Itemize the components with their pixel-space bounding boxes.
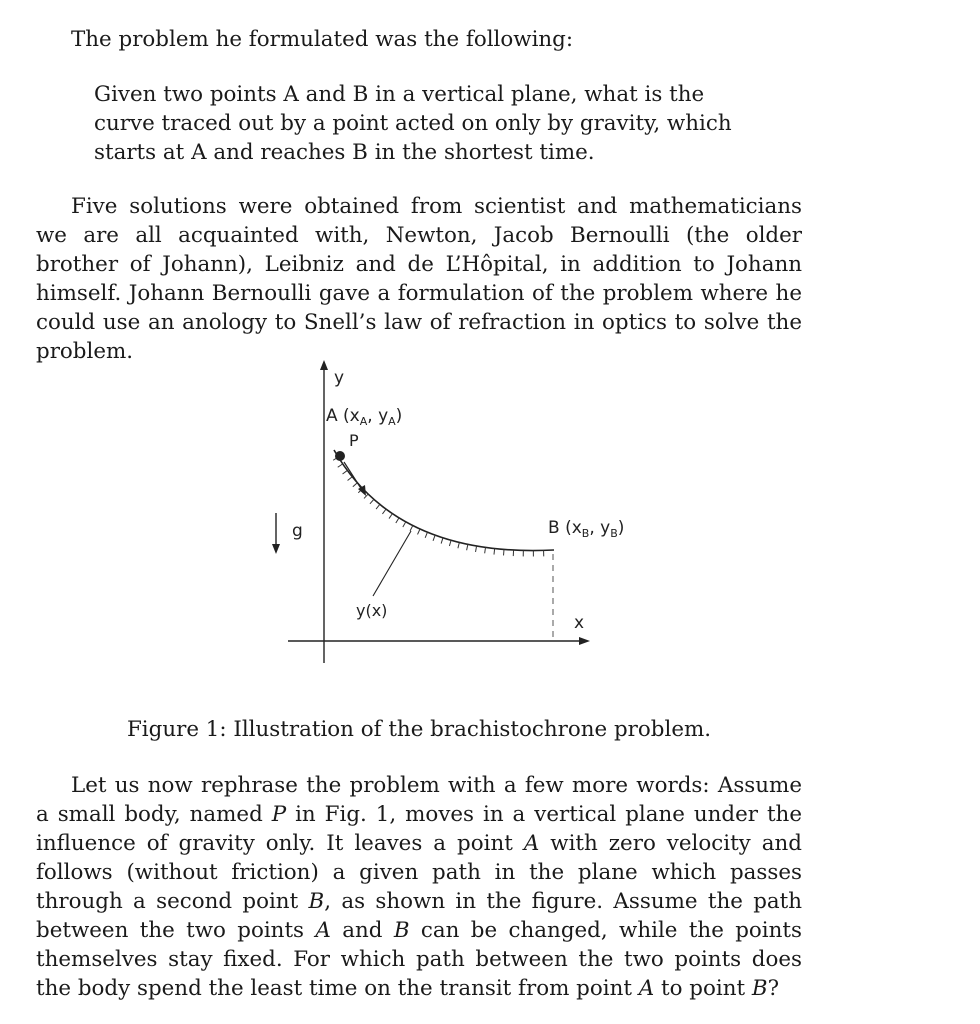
point-b-label: B ($x_B$, $y_B$) <box>548 518 625 540</box>
hatch-mark <box>396 518 399 523</box>
x-axis-label: x <box>574 613 585 633</box>
gravity-label: g <box>292 521 303 541</box>
hatch-mark <box>467 544 468 550</box>
hatch-mark <box>449 540 451 546</box>
gravity-arrow-head <box>272 544 280 554</box>
hatch-mark <box>353 483 358 487</box>
hatch-mark <box>458 542 459 548</box>
y-axis-label: y <box>334 368 345 388</box>
x-axis-arrow <box>579 637 590 645</box>
hatch-mark <box>382 509 386 514</box>
brachistochrone-curve <box>334 450 554 551</box>
hatch-mark <box>418 529 420 534</box>
hatch-mark <box>370 499 374 504</box>
hatch-mark <box>425 532 427 538</box>
curve-label: y(x) <box>356 601 388 620</box>
curve-pointer-line <box>373 531 411 596</box>
history-paragraph: Five solutions were obtained from scientist and mathematicians we are all acquainted with, Newton, Jacob Bernoulli (the older brother of Johann), Leibniz and de L’Hôpital, in addition to Johann himself. Johann Bernoulli gave a formulation of the problem where he could use an anology to Snell’s law of refraction in optics to solve the problem. <box>36 194 802 364</box>
point-p-marker <box>335 451 345 461</box>
rephrase-paragraph: Let us now rephrase the problem with a few more words: Assume a small body, named P in Fig. 1, moves in a vertical plane under the influence of gravity only. It leaves a point A with zero velocity and follows (without friction) a given path in the plane which passes through a second point B, as shown in the figure. Assume the path between the two points A and B can be changed, while the points themselves stay fixed. For which path between the two points does the body spend the least time on the transit from point A to point B? <box>36 773 803 1001</box>
hatch-mark <box>410 526 413 531</box>
hatch-mark <box>403 522 406 527</box>
y-axis-arrow <box>320 360 328 370</box>
hatch-mark <box>376 504 380 509</box>
figure-caption: Figure 1: Illustration of the brachistochrone problem. <box>126 717 712 742</box>
hatch-mark <box>348 477 353 481</box>
hatch-mark <box>485 547 486 553</box>
intro-paragraph: The problem he formulated was the following: <box>71 27 574 52</box>
hatch-mark <box>441 538 443 544</box>
motion-arrow-line <box>344 462 362 490</box>
problem-quote: Given two points A and B in a vertical plane, what is the curve traced out by a point acted on only by gravity, which starts at A and reaches B in the shortest time. <box>94 82 732 165</box>
figure-svg <box>246 358 625 668</box>
hatch-mark <box>343 470 348 474</box>
curve-hatching <box>333 457 544 556</box>
hatch-mark <box>433 535 435 541</box>
hatch-mark <box>476 546 477 552</box>
hatch-mark <box>389 514 392 519</box>
hatch-mark <box>338 464 343 467</box>
point-p-label: P <box>349 431 359 450</box>
hatch-mark <box>494 549 495 555</box>
point-a-label: A ($x_A$, $y_A$) <box>326 406 403 428</box>
brachistochrone-figure <box>246 358 625 668</box>
